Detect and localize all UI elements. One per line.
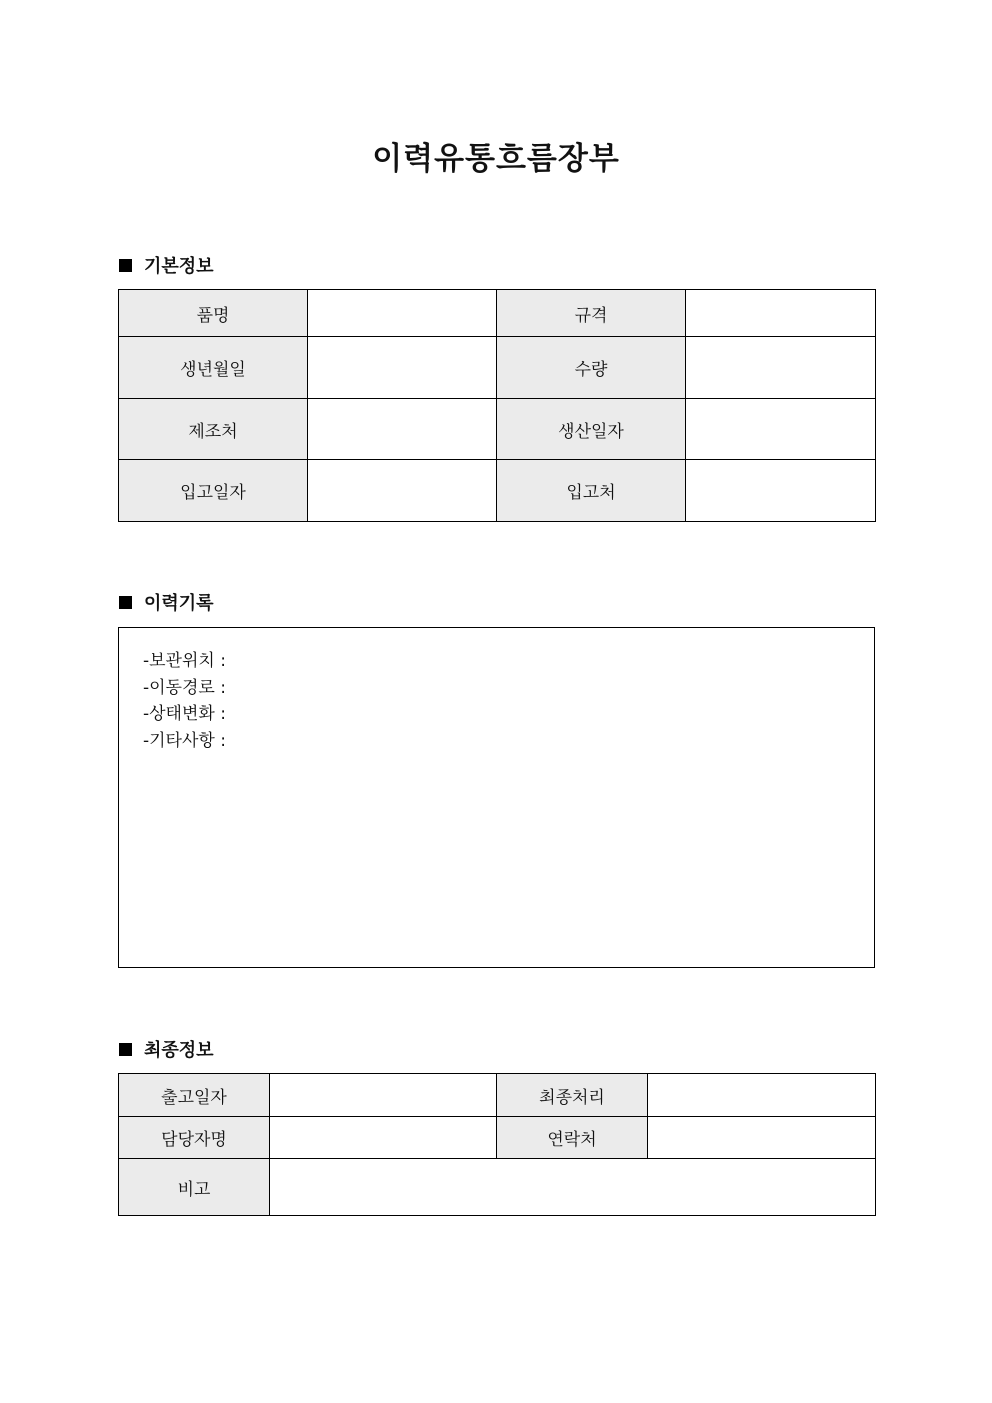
label-cell: 연락처 bbox=[497, 1117, 648, 1159]
value-cell[interactable] bbox=[308, 399, 497, 460]
value-cell[interactable] bbox=[308, 290, 497, 337]
label-cell: 담당자명 bbox=[119, 1117, 270, 1159]
label-cell: 최종처리 bbox=[497, 1074, 648, 1117]
label-cell: 입고일자 bbox=[119, 460, 308, 522]
square-bullet-icon bbox=[119, 596, 132, 609]
value-cell[interactable] bbox=[686, 399, 876, 460]
history-record-box[interactable] bbox=[118, 627, 875, 968]
value-cell[interactable] bbox=[686, 337, 876, 399]
section-heading-history bbox=[119, 590, 214, 614]
label-cell: 품명 bbox=[119, 290, 308, 337]
basic-info-table bbox=[118, 289, 876, 522]
square-bullet-icon bbox=[119, 1043, 132, 1056]
section-heading-label: 최종정보 bbox=[144, 1040, 214, 1061]
table-row bbox=[119, 1117, 876, 1159]
label-cell: 생산일자 bbox=[497, 399, 686, 460]
value-cell[interactable] bbox=[270, 1074, 497, 1117]
history-lines bbox=[143, 648, 226, 755]
table-row bbox=[119, 399, 876, 460]
value-cell[interactable] bbox=[686, 460, 876, 522]
value-cell[interactable] bbox=[648, 1074, 876, 1117]
value-cell[interactable] bbox=[308, 460, 497, 522]
table-row bbox=[119, 460, 876, 522]
history-line-storage: -보관위치 : bbox=[143, 651, 226, 671]
label-cell: 비고 bbox=[119, 1159, 270, 1216]
label-cell: 출고일자 bbox=[119, 1074, 270, 1117]
page-title: 이력유통흐름장부 bbox=[372, 141, 620, 177]
label-cell: 수량 bbox=[497, 337, 686, 399]
label-cell: 입고처 bbox=[497, 460, 686, 522]
value-cell[interactable] bbox=[686, 290, 876, 337]
history-line-status: -상태변화 : bbox=[143, 704, 226, 725]
value-cell[interactable] bbox=[308, 337, 497, 399]
square-bullet-icon bbox=[119, 259, 132, 272]
table-row bbox=[119, 1159, 876, 1216]
table-row bbox=[119, 290, 876, 337]
remarks-value-cell[interactable] bbox=[270, 1159, 876, 1216]
label-cell: 제조처 bbox=[119, 399, 308, 460]
label-cell: 규격 bbox=[497, 290, 686, 337]
history-line-etc: -기타사항 : bbox=[143, 731, 226, 752]
section-heading-label: 이력기록 bbox=[144, 593, 214, 614]
table-row bbox=[119, 337, 876, 399]
value-cell[interactable] bbox=[648, 1117, 876, 1159]
final-info-table bbox=[118, 1073, 876, 1216]
label-cell: 생년월일 bbox=[119, 337, 308, 399]
section-heading-final bbox=[119, 1037, 214, 1061]
value-cell[interactable] bbox=[270, 1117, 497, 1159]
table-row bbox=[119, 1074, 876, 1117]
section-heading-basic bbox=[119, 253, 214, 277]
history-line-route: -이동경로 : bbox=[143, 677, 226, 698]
section-heading-label: 기본정보 bbox=[144, 256, 214, 277]
